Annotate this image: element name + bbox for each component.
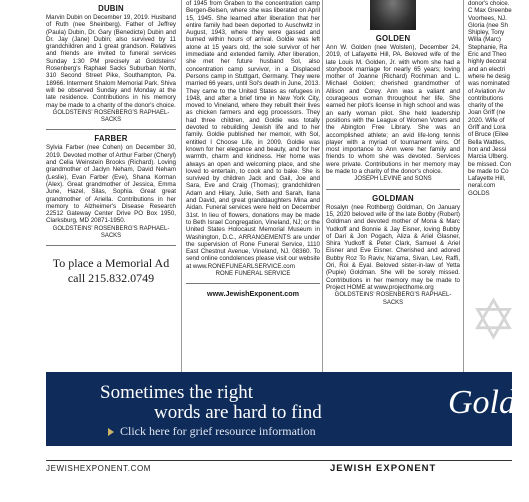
obituary-column-4-cropped bbox=[468, 0, 512, 197]
banner-headline-line2: words are hard to find bbox=[154, 402, 322, 423]
funeral-home-signature: RONE FUNERAL SERVICE bbox=[215, 270, 291, 277]
obituary-photo bbox=[370, 0, 416, 30]
banner-headline-line1: Sometimes the right bbox=[100, 382, 254, 403]
obituary-name-goldman: GOLDMAN bbox=[372, 193, 414, 203]
obituary-name-dubin: DUBIN bbox=[98, 4, 124, 13]
arrow-icon bbox=[108, 428, 114, 436]
funeral-home-signature: GOLDSTEINS' ROSENBERG'S RAPHAEL-SACKS bbox=[52, 225, 170, 240]
star-of-david-icon: ✡ bbox=[470, 288, 517, 351]
obituary-body-dubin: Marvin Dubin on December 19, 2019. Husband of Ruth (nee Sheinberg). Father of Jeffrey (Paula) Dubin, Dr. Gary (Benedicte) Dubin and Dr. Jay (Jane) Dubin; also survived by 11 grandchildren and 1 great grandson. Relatives and friends are invited to funeral services Sunday 1:30 PM precisely at Goldsteins' Rosenberg's Raphael Sacks Suburban North, 310 Second Street Pike, Southampton, Pa. 18966. Interment Shalom Memorial Park. Shiva will be observed Sunday and Monday at the late residence. Contributions in his memory may be made to a charity of the donor's choice. bbox=[46, 14, 176, 109]
memorial-ad-phone: call 215.832.0749 bbox=[67, 271, 155, 286]
divider bbox=[46, 245, 176, 246]
obituary-body-continued: of 1945 from Graben to the concentration camp Bergen-Belsen, where she was liberated on April 15, 1945. She learned after liberation that her entire family had been deported to Auschwitz in August, 1943, where they were gassed and burned within hours of arrival. Goldie was left alone at 15 years old, the sole survivor of her immediate and extended family. After liberation, she met her future husband Sol, also concentration camp survivor, in a Displaced Persons camp in Stuttgart, Germany. They were married 66 years, until Sol's death in June, 2013. They came to the United States as refugees in 1948, and after a brief time in New York City, moved to Vineland, where they rebuilt their lives as chicken farmers and egg processors. They had three children, and Goldie was totally devoted to rebuilding Jewish life and to her family. Goldie published her memoir, with Sol, entitled I Choose Life, in 2009. Goldie was known for her elegance and beauty, and for her warmth, charm and kindness. Her home was always an open and welcoming place, and she loved to entertain, to cook and to bake. She is survived by children Jack and Gail, Joe and Sara, Eve and Craig (Thomas); grandchildren Adam and Hilary, Julie, Seth and Sarah, Ilana and David, and great granddaughters Mina and Aidan. Funeral services were held on December 31st. In lieu of flowers, donations may be made to Beth Israel Congregation, Vineland, NJ; or the United States Holocaust Memorial Museum in Washington, D.C., ARRANGEMENTS are under the supervision of Rone Funeral Service, 1110 East Chestnut Avenue, Vineland, NJ. 08360. To send online condolences please visit our website at www.RONEFUNEARLSERVICE.com bbox=[186, 0, 320, 270]
funeral-home-signature: GOLDSTEINS' ROSENBERG'S RAPHAEL-SACKS bbox=[334, 292, 452, 306]
divider bbox=[186, 283, 320, 284]
funeral-home-signature: JOSEPH LEVINE and SONS bbox=[354, 176, 432, 183]
column-divider bbox=[463, 0, 464, 402]
obituary-body-cropped: donor's choice. C Max Greenbe Voorhees, NJ. Gloria (nee Sh Shipley, Tony Willa (Marc) Stephanie, Ra Eric and Theo highly decorat and an electri where he desig was nominated of Aviation Av contributions charity of the Joan Griff (ne 2020. Wife of Griff and Lora of Bruce (Eilee Bella Wattles, hon and Jessi Marcia Ulberg. be missed. Con be made to Co Lafayette Hill, neral.com GOLDS bbox=[468, 0, 512, 197]
banner-cta-link[interactable]: Click here for grief resource information bbox=[120, 424, 316, 438]
website-link[interactable]: www.JewishExponent.com bbox=[207, 289, 299, 299]
column-divider bbox=[322, 0, 323, 402]
obituary-body-golden: Ann W. Golden (nee Wolsten), December 24, 2019, of Lafayette Hill, PA. Beloved wife of the late Louis M. Golden, Jr. with whom she had a storybook marriage for nearly 65 years; loving mother of Joanne (Richard) Rochman and L. Michael Golden; cherished grandmother of Allison and Corey. Ann was a valiant and courageous woman throughout her life. She earned her pilot's license in high school and was an early woman pilot. She held leadership positions with the League of Women Voters and the Abington Free Library. She was an accomplished athlete; an avid life-long tennis player with a myriad of tournament wins. Of most importance to Ann were her family and friends to whom she was devoted. Services were private. Contributions in her memory may be made to a charity of the donor's choice. bbox=[326, 44, 460, 176]
grief-resource-banner[interactable] bbox=[46, 372, 529, 446]
footer-website: JEWISHEXPONENT.COM bbox=[46, 464, 152, 473]
obituary-column-3 bbox=[326, 0, 460, 307]
obituary-body-farber: Sylvia Farber (nee Cohen) on December 30, 2019. Devoted mother of Arthur Farber (Cheryl) and Celia Weinstein Brooks (Richard). Loving grandmother of Jaclyn Neham, David Neham (Leslie), Evan Farber (Eve), Shana Korman (Alex). Great grandmother of Jessica, Emma June, Hazel, Silas, Sophia. Great great grandmother of Ariella. Contributions in her memory to Alzheimer's Disease Research 22512 Gateway Center Drive PO Box 1950, Clarksburg, MD 20871-1950. bbox=[46, 144, 176, 225]
memorial-ad-promo[interactable] bbox=[46, 256, 176, 286]
column-divider bbox=[181, 0, 182, 402]
footer-masthead: JEWISH EXPONENT bbox=[330, 463, 437, 474]
obituary-name-golden: GOLDEN bbox=[375, 34, 411, 43]
memorial-ad-line1: To place a Memorial Ad bbox=[52, 256, 170, 271]
page-footer bbox=[46, 460, 512, 474]
obituary-column-2 bbox=[186, 0, 320, 298]
funeral-home-signature: GOLDSTEINS' ROSENBERG'S RAPHAEL-SACKS bbox=[52, 109, 170, 124]
divider bbox=[326, 189, 460, 190]
obituary-body-goldman: Rosalyn (nee Rothberg) Goldman, On January 15, 2020 beloved wife of the late Bobby (Robert) Goldman and devoted mother of Mona & Marc Yudkoff and Bonnie & Jay Eisner, loving Bubby of Dari & Jon Pogach, Aliza & Ariel Glasner, Shira Yudkoff & Peter Clark, Samuel & Ariel Eisner and Eve Eisner. Cherished and adored Bubby Roz To Raviv, Na'ama, Sivan, Lev, Raffi, Ori, Roi & Eyal. Beloved sister-in-law of Yetta (Pupie) Goldman. She will be sorely missed. Contributions in her memory may be made to Project HOME at www.projecthome.org bbox=[326, 203, 460, 291]
goldsteins-logo: Golds bbox=[448, 384, 529, 421]
obituary-name-farber: FARBER bbox=[94, 134, 128, 144]
divider bbox=[46, 129, 176, 130]
obituary-column-1 bbox=[46, 0, 176, 286]
